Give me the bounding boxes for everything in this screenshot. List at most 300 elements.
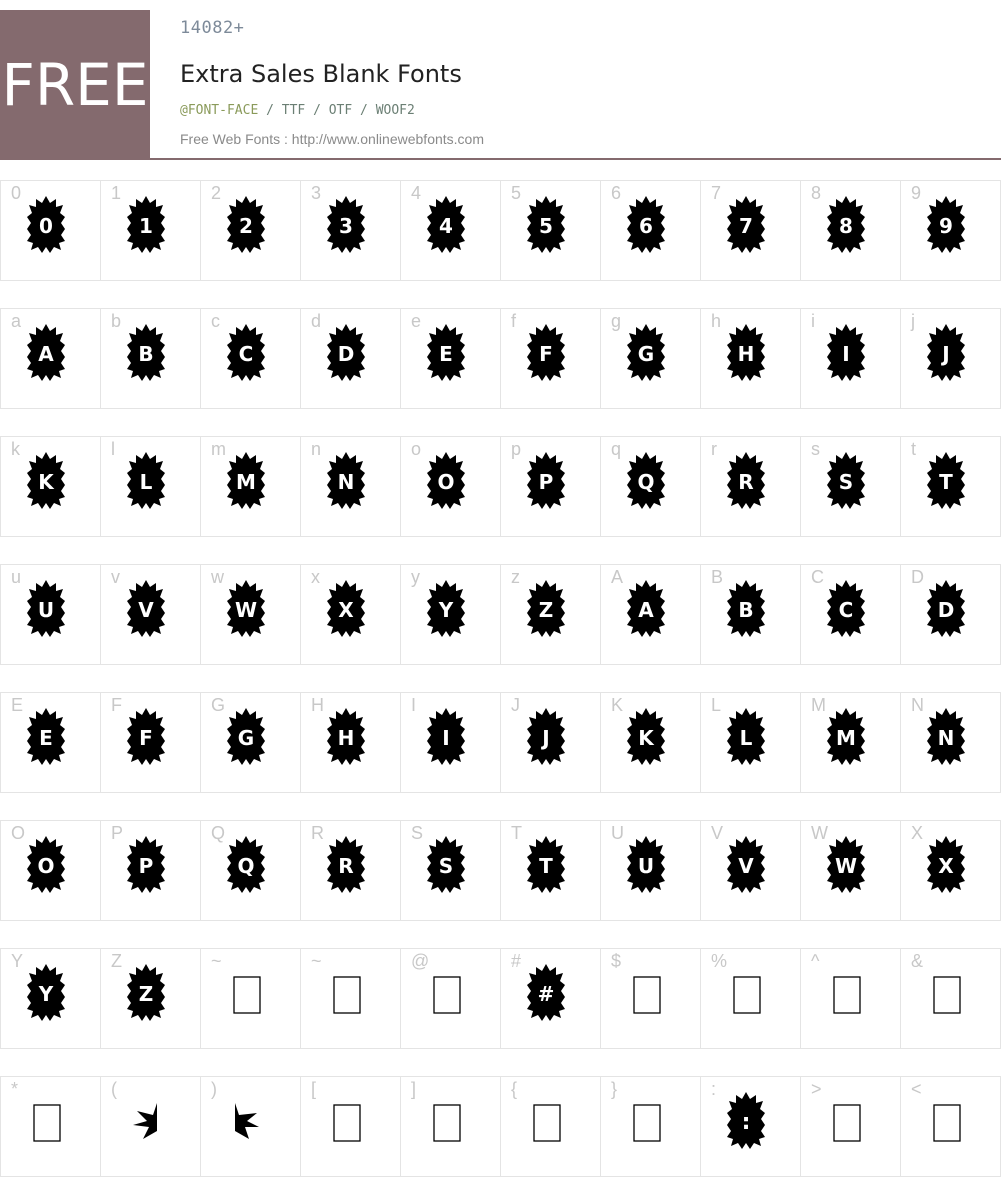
glyph-letter: P — [538, 470, 554, 494]
glyph-label: d — [311, 311, 322, 331]
glyph-label: $ — [611, 951, 622, 971]
glyph-spiky-icon — [423, 451, 469, 509]
glyph-cell[interactable] — [900, 820, 1001, 921]
format-woof2[interactable]: WOOF2 — [375, 103, 415, 118]
glyph-cell[interactable] — [600, 1076, 701, 1177]
glyph-label: T — [511, 823, 522, 843]
glyph-cell[interactable] — [500, 948, 601, 1049]
burst-right-icon — [223, 1091, 269, 1149]
missing-glyph-box — [834, 1105, 860, 1141]
glyph-letter: E — [39, 726, 53, 750]
glyph-spiky-icon — [823, 835, 869, 893]
glyph-cell[interactable] — [300, 692, 401, 793]
glyph-spiky-icon — [323, 579, 369, 637]
glyph-label: W — [811, 823, 828, 843]
glyph-spiky-icon — [923, 707, 969, 765]
glyph-label: i — [811, 311, 815, 331]
glyph-cell[interactable] — [800, 820, 901, 921]
glyph-cell[interactable] — [200, 564, 301, 665]
glyph-cell[interactable] — [400, 180, 501, 281]
glyph-spiky-icon — [23, 323, 69, 381]
glyph-spiky-icon — [23, 451, 69, 509]
missing-glyph-box — [634, 977, 660, 1013]
glyph-row — [0, 308, 1001, 408]
glyph-label: @ — [411, 951, 430, 971]
glyph-label: q — [611, 439, 622, 459]
glyph-cell[interactable] — [100, 820, 201, 921]
glyph-cell[interactable] — [500, 820, 601, 921]
glyph-letter: 8 — [839, 214, 853, 238]
glyph-letter: 9 — [939, 214, 953, 238]
glyph-label: A — [611, 567, 624, 587]
glyph-letter: I — [842, 342, 850, 366]
glyph-label: { — [511, 1079, 518, 1099]
missing-glyph-box-icon — [423, 963, 469, 1021]
glyph-spiky-icon — [623, 323, 669, 381]
missing-glyph-box-icon — [523, 1091, 569, 1149]
glyph-spiky-icon — [723, 835, 769, 893]
glyph-cell[interactable] — [500, 436, 601, 537]
glyph-label: * — [11, 1079, 19, 1099]
missing-glyph-box — [734, 977, 760, 1013]
glyph-label: E — [11, 695, 24, 715]
glyph-label: L — [711, 695, 722, 715]
missing-glyph-box-icon — [823, 1091, 869, 1149]
glyph-letter: 7 — [739, 214, 753, 238]
glyph-spiky-icon — [723, 195, 769, 253]
glyph-cell[interactable] — [700, 180, 801, 281]
glyph-label: & — [911, 951, 924, 971]
glyph-spiky-icon — [23, 835, 69, 893]
header-divider — [0, 158, 1001, 160]
glyph-cell[interactable] — [100, 308, 201, 409]
glyph-letter: 0 — [39, 214, 53, 238]
glyph-spiky-icon — [823, 579, 869, 637]
glyph-label: ~ — [211, 951, 222, 971]
missing-glyph-box-icon — [323, 963, 369, 1021]
glyph-letter: V — [738, 854, 754, 878]
glyph-label: > — [811, 1079, 822, 1099]
glyph-spiky-icon — [123, 963, 169, 1021]
glyph-cell[interactable] — [300, 436, 401, 537]
missing-glyph-box — [34, 1105, 60, 1141]
missing-glyph-box — [934, 1105, 960, 1141]
glyph-cell[interactable] — [900, 180, 1001, 281]
glyph-spiky-icon — [523, 707, 569, 765]
glyph-cell[interactable] — [400, 564, 501, 665]
glyph-letter: U — [37, 598, 55, 622]
format-list — [180, 103, 415, 118]
glyph-spiky-icon — [923, 579, 969, 637]
missing-glyph-box — [334, 1105, 360, 1141]
glyph-spiky-icon — [223, 323, 269, 381]
glyph-spiky-icon — [823, 707, 869, 765]
glyph-cell[interactable] — [300, 1076, 401, 1177]
glyph-cell[interactable] — [600, 180, 701, 281]
glyph-cell[interactable] — [900, 948, 1001, 1049]
glyph-cell[interactable] — [600, 692, 701, 793]
glyph-cell[interactable] — [700, 564, 801, 665]
glyph-letter: 4 — [439, 214, 453, 238]
glyph-letter: Y — [438, 598, 454, 622]
glyph-label: r — [711, 439, 717, 459]
glyph-letter: N — [337, 470, 355, 494]
glyph-cell[interactable] — [700, 820, 801, 921]
glyph-letter: N — [937, 726, 955, 750]
glyph-letter: B — [138, 342, 154, 366]
glyph-row — [0, 820, 1001, 920]
glyph-cell[interactable] — [500, 1076, 601, 1177]
glyph-label: y — [411, 567, 420, 587]
missing-glyph-box-icon — [923, 1091, 969, 1149]
page-header — [0, 0, 1001, 160]
glyph-label: 9 — [911, 183, 922, 203]
glyph-letter: L — [739, 726, 753, 750]
missing-glyph-box-icon — [823, 963, 869, 1021]
glyph-label: a — [11, 311, 22, 331]
glyph-cell[interactable] — [800, 692, 901, 793]
glyph-cell[interactable] — [100, 564, 201, 665]
page-title: Extra Sales Blank Fonts — [180, 60, 462, 88]
burst-shape — [235, 1103, 259, 1139]
format-otf[interactable]: OTF — [328, 103, 353, 118]
glyph-label: : — [711, 1079, 717, 1099]
glyph-spiky-icon — [223, 579, 269, 637]
format-ttf[interactable]: TTF — [281, 103, 306, 118]
glyph-label: m — [211, 439, 226, 459]
glyph-cell[interactable] — [600, 948, 701, 1049]
glyph-label: B — [711, 567, 724, 587]
glyph-spiky-icon — [23, 195, 69, 253]
glyph-cell[interactable] — [700, 692, 801, 793]
glyph-cell[interactable] — [400, 692, 501, 793]
glyph-letter: J — [542, 726, 550, 750]
glyph-spiky-icon — [223, 195, 269, 253]
burst-left-icon — [123, 1091, 169, 1149]
format-font-face[interactable]: @FONT-FACE — [180, 103, 259, 118]
glyph-letter: U — [637, 854, 655, 878]
missing-glyph-box-icon — [723, 963, 769, 1021]
glyph-letter: L — [139, 470, 153, 494]
glyph-spiky-icon — [123, 707, 169, 765]
glyph-cell[interactable] — [800, 564, 901, 665]
glyph-cell[interactable] — [200, 820, 301, 921]
glyph-cell[interactable] — [200, 948, 301, 1049]
glyph-spiky-icon — [723, 1091, 769, 1149]
glyph-cell[interactable] — [200, 436, 301, 537]
glyph-label: f — [511, 311, 517, 331]
glyph-cell[interactable] — [800, 308, 901, 409]
source-link[interactable]: Free Web Fonts : http://www.onlinewebfonts.com — [180, 131, 484, 147]
missing-glyph-box-icon — [323, 1091, 369, 1149]
glyph-label: 4 — [411, 183, 422, 203]
glyph-label: O — [11, 823, 26, 843]
glyph-cell[interactable] — [0, 564, 101, 665]
glyph-letter: B — [738, 598, 754, 622]
glyph-letter: H — [337, 726, 355, 750]
glyph-label: S — [411, 823, 424, 843]
glyph-letter: O — [437, 470, 455, 494]
glyph-label: Z — [111, 951, 122, 971]
glyph-spiky-icon — [223, 451, 269, 509]
glyph-letter: F — [539, 342, 553, 366]
glyph-letter: A — [638, 598, 654, 622]
missing-glyph-box-icon — [223, 963, 269, 1021]
glyph-label: < — [911, 1079, 922, 1099]
glyph-label: I — [411, 695, 417, 715]
glyph-letter: D — [937, 598, 955, 622]
glyph-label: M — [811, 695, 826, 715]
glyph-letter: 5 — [539, 214, 553, 238]
glyph-cell[interactable] — [100, 948, 201, 1049]
glyph-letter: C — [838, 598, 854, 622]
glyph-row — [0, 948, 1001, 1048]
glyph-label: s — [811, 439, 820, 459]
glyph-spiky-icon — [23, 963, 69, 1021]
glyph-label: U — [611, 823, 624, 843]
glyph-spiky-icon — [523, 835, 569, 893]
glyph-cell[interactable] — [600, 308, 701, 409]
glyph-cell[interactable] — [400, 308, 501, 409]
glyph-label: ) — [211, 1079, 217, 1099]
glyph-letter: C — [238, 342, 254, 366]
format-separator: / — [352, 103, 376, 118]
glyph-letter: X — [338, 598, 354, 622]
glyph-label: ( — [111, 1079, 117, 1099]
glyph-cell[interactable] — [900, 1076, 1001, 1177]
glyph-row — [0, 564, 1001, 664]
glyph-label: } — [611, 1079, 618, 1099]
glyph-label: 7 — [711, 183, 722, 203]
glyph-letter: Q — [637, 470, 655, 494]
glyph-letter: G — [637, 342, 655, 366]
glyph-spiky-icon — [623, 195, 669, 253]
glyph-cell[interactable] — [400, 1076, 501, 1177]
glyph-cell[interactable] — [300, 820, 401, 921]
glyph-spiky-icon — [923, 451, 969, 509]
glyph-letter: 1 — [139, 214, 153, 238]
glyph-spiky-icon — [123, 451, 169, 509]
glyph-cell[interactable] — [500, 692, 601, 793]
glyph-spiky-icon — [623, 579, 669, 637]
glyph-spiky-icon — [823, 195, 869, 253]
glyph-spiky-icon — [123, 195, 169, 253]
glyph-cell[interactable] — [200, 308, 301, 409]
missing-glyph-box — [834, 977, 860, 1013]
glyph-label: 0 — [11, 183, 22, 203]
glyph-label: v — [111, 567, 120, 587]
glyph-label: c — [211, 311, 220, 331]
glyph-letter: K — [38, 470, 54, 494]
glyph-cell[interactable] — [800, 1076, 901, 1177]
missing-glyph-box — [234, 977, 260, 1013]
glyph-cell[interactable] — [100, 692, 201, 793]
glyph-label: N — [911, 695, 924, 715]
glyph-label: g — [611, 311, 622, 331]
glyph-label: o — [411, 439, 422, 459]
glyph-letter: O — [37, 854, 55, 878]
glyph-spiky-icon — [323, 451, 369, 509]
missing-glyph-box — [434, 977, 460, 1013]
glyph-cell[interactable] — [100, 180, 201, 281]
glyph-spiky-icon — [423, 195, 469, 253]
glyph-cell[interactable] — [500, 180, 601, 281]
glyph-letter: H — [737, 342, 755, 366]
glyph-label: D — [911, 567, 924, 587]
glyph-label: z — [511, 567, 520, 587]
glyph-cell[interactable] — [0, 436, 101, 537]
glyph-label: ^ — [811, 951, 820, 971]
glyph-cell[interactable] — [300, 180, 401, 281]
glyph-label: 3 — [311, 183, 322, 203]
glyph-cell[interactable] — [700, 948, 801, 1049]
glyph-cell[interactable] — [900, 436, 1001, 537]
glyph-cell[interactable] — [900, 564, 1001, 665]
glyph-cell[interactable] — [0, 820, 101, 921]
glyph-label: [ — [311, 1079, 317, 1099]
glyph-cell[interactable] — [800, 180, 901, 281]
glyph-cell[interactable] — [400, 820, 501, 921]
glyph-letter: X — [938, 854, 954, 878]
glyph-spiky-icon — [423, 835, 469, 893]
glyph-label: % — [711, 951, 728, 971]
format-separator: / — [258, 103, 282, 118]
glyph-label: G — [211, 695, 226, 715]
glyph-cell[interactable] — [700, 308, 801, 409]
glyph-letter: 6 — [639, 214, 653, 238]
glyph-spiky-icon — [423, 579, 469, 637]
glyph-cell[interactable] — [800, 948, 901, 1049]
glyph-label: l — [111, 439, 115, 459]
glyph-spiky-icon — [523, 195, 569, 253]
glyph-label: C — [811, 567, 824, 587]
glyph-label: V — [711, 823, 724, 843]
glyph-cell[interactable] — [600, 820, 701, 921]
glyph-cell[interactable] — [900, 692, 1001, 793]
glyph-spiky-icon — [723, 579, 769, 637]
glyph-spiky-icon — [723, 451, 769, 509]
glyph-label: J — [511, 695, 520, 715]
glyph-spiky-icon — [23, 579, 69, 637]
glyph-cell[interactable] — [500, 564, 601, 665]
glyph-cell[interactable] — [600, 564, 701, 665]
glyph-letter: Q — [237, 854, 255, 878]
glyph-label: ~ — [311, 951, 322, 971]
glyph-cell[interactable] — [500, 308, 601, 409]
glyph-label: Q — [211, 823, 226, 843]
glyph-spiky-icon — [323, 707, 369, 765]
missing-glyph-box — [434, 1105, 460, 1141]
glyph-label: R — [311, 823, 324, 843]
glyph-cell[interactable] — [900, 308, 1001, 409]
glyph-letter: F — [139, 726, 153, 750]
glyph-label: b — [111, 311, 122, 331]
glyph-cell[interactable] — [100, 1076, 201, 1177]
glyph-cell[interactable] — [200, 692, 301, 793]
glyph-spiky-icon — [323, 835, 369, 893]
glyph-cell[interactable] — [800, 436, 901, 537]
glyph-cell[interactable] — [200, 180, 301, 281]
glyph-cell[interactable] — [600, 436, 701, 537]
glyph-letter: Z — [138, 982, 154, 1006]
glyph-cell[interactable] — [0, 948, 101, 1049]
glyph-spiky-icon — [623, 707, 669, 765]
glyph-row — [0, 436, 1001, 536]
glyph-spiky-icon — [323, 323, 369, 381]
glyph-spiky-icon — [823, 451, 869, 509]
glyph-letter: P — [138, 854, 154, 878]
glyph-spiky-icon — [523, 963, 569, 1021]
glyph-letter: I — [442, 726, 450, 750]
glyph-letter: 3 — [339, 214, 353, 238]
glyph-cell[interactable] — [100, 436, 201, 537]
glyph-cell[interactable] — [200, 1076, 301, 1177]
missing-glyph-box — [634, 1105, 660, 1141]
glyph-cell[interactable] — [0, 1076, 101, 1177]
glyph-label: 8 — [811, 183, 822, 203]
glyph-spiky-icon — [423, 707, 469, 765]
glyph-letter: M — [836, 726, 856, 750]
glyph-cell[interactable] — [300, 308, 401, 409]
glyph-label: 2 — [211, 183, 222, 203]
glyph-spiky-icon — [523, 579, 569, 637]
glyph-label: 6 — [611, 183, 622, 203]
missing-glyph-box-icon — [23, 1091, 69, 1149]
glyph-cell[interactable] — [700, 1076, 801, 1177]
glyph-cell[interactable] — [0, 180, 101, 281]
glyph-label: F — [111, 695, 122, 715]
missing-glyph-box-icon — [423, 1091, 469, 1149]
glyph-cell[interactable] — [400, 948, 501, 1049]
glyph-spiky-icon — [23, 707, 69, 765]
glyph-letter: S — [438, 854, 454, 878]
glyph-label: k — [11, 439, 20, 459]
glyph-label: x — [311, 567, 320, 587]
glyph-label: w — [211, 567, 224, 587]
missing-glyph-box-icon — [923, 963, 969, 1021]
glyph-row — [0, 180, 1001, 280]
glyph-label: 5 — [511, 183, 522, 203]
glyph-letter: V — [138, 598, 154, 622]
glyph-spiky-icon — [523, 451, 569, 509]
glyph-letter: K — [638, 726, 654, 750]
glyph-spiky-icon — [223, 707, 269, 765]
glyph-row — [0, 692, 1001, 792]
glyph-letter: W — [234, 598, 258, 622]
glyph-spiky-icon — [923, 323, 969, 381]
glyph-cell[interactable] — [700, 436, 801, 537]
glyph-label: t — [911, 439, 917, 459]
glyph-letter: W — [834, 854, 858, 878]
glyph-letter: M — [236, 470, 256, 494]
glyph-label: H — [311, 695, 324, 715]
glyph-cell[interactable] — [0, 308, 101, 409]
glyph-label: X — [911, 823, 924, 843]
glyph-cell[interactable] — [300, 564, 401, 665]
glyph-cell[interactable] — [400, 436, 501, 537]
glyph-spiky-icon — [923, 835, 969, 893]
glyph-spiky-icon — [823, 323, 869, 381]
glyph-spiky-icon — [923, 195, 969, 253]
glyph-letter: Y — [38, 982, 54, 1006]
glyph-spiky-icon — [523, 323, 569, 381]
glyph-cell[interactable] — [300, 948, 401, 1049]
glyph-letter: # — [537, 982, 555, 1006]
glyph-cell[interactable] — [0, 692, 101, 793]
glyph-spiky-icon — [723, 323, 769, 381]
missing-glyph-box — [934, 977, 960, 1013]
glyph-letter: A — [38, 342, 54, 366]
